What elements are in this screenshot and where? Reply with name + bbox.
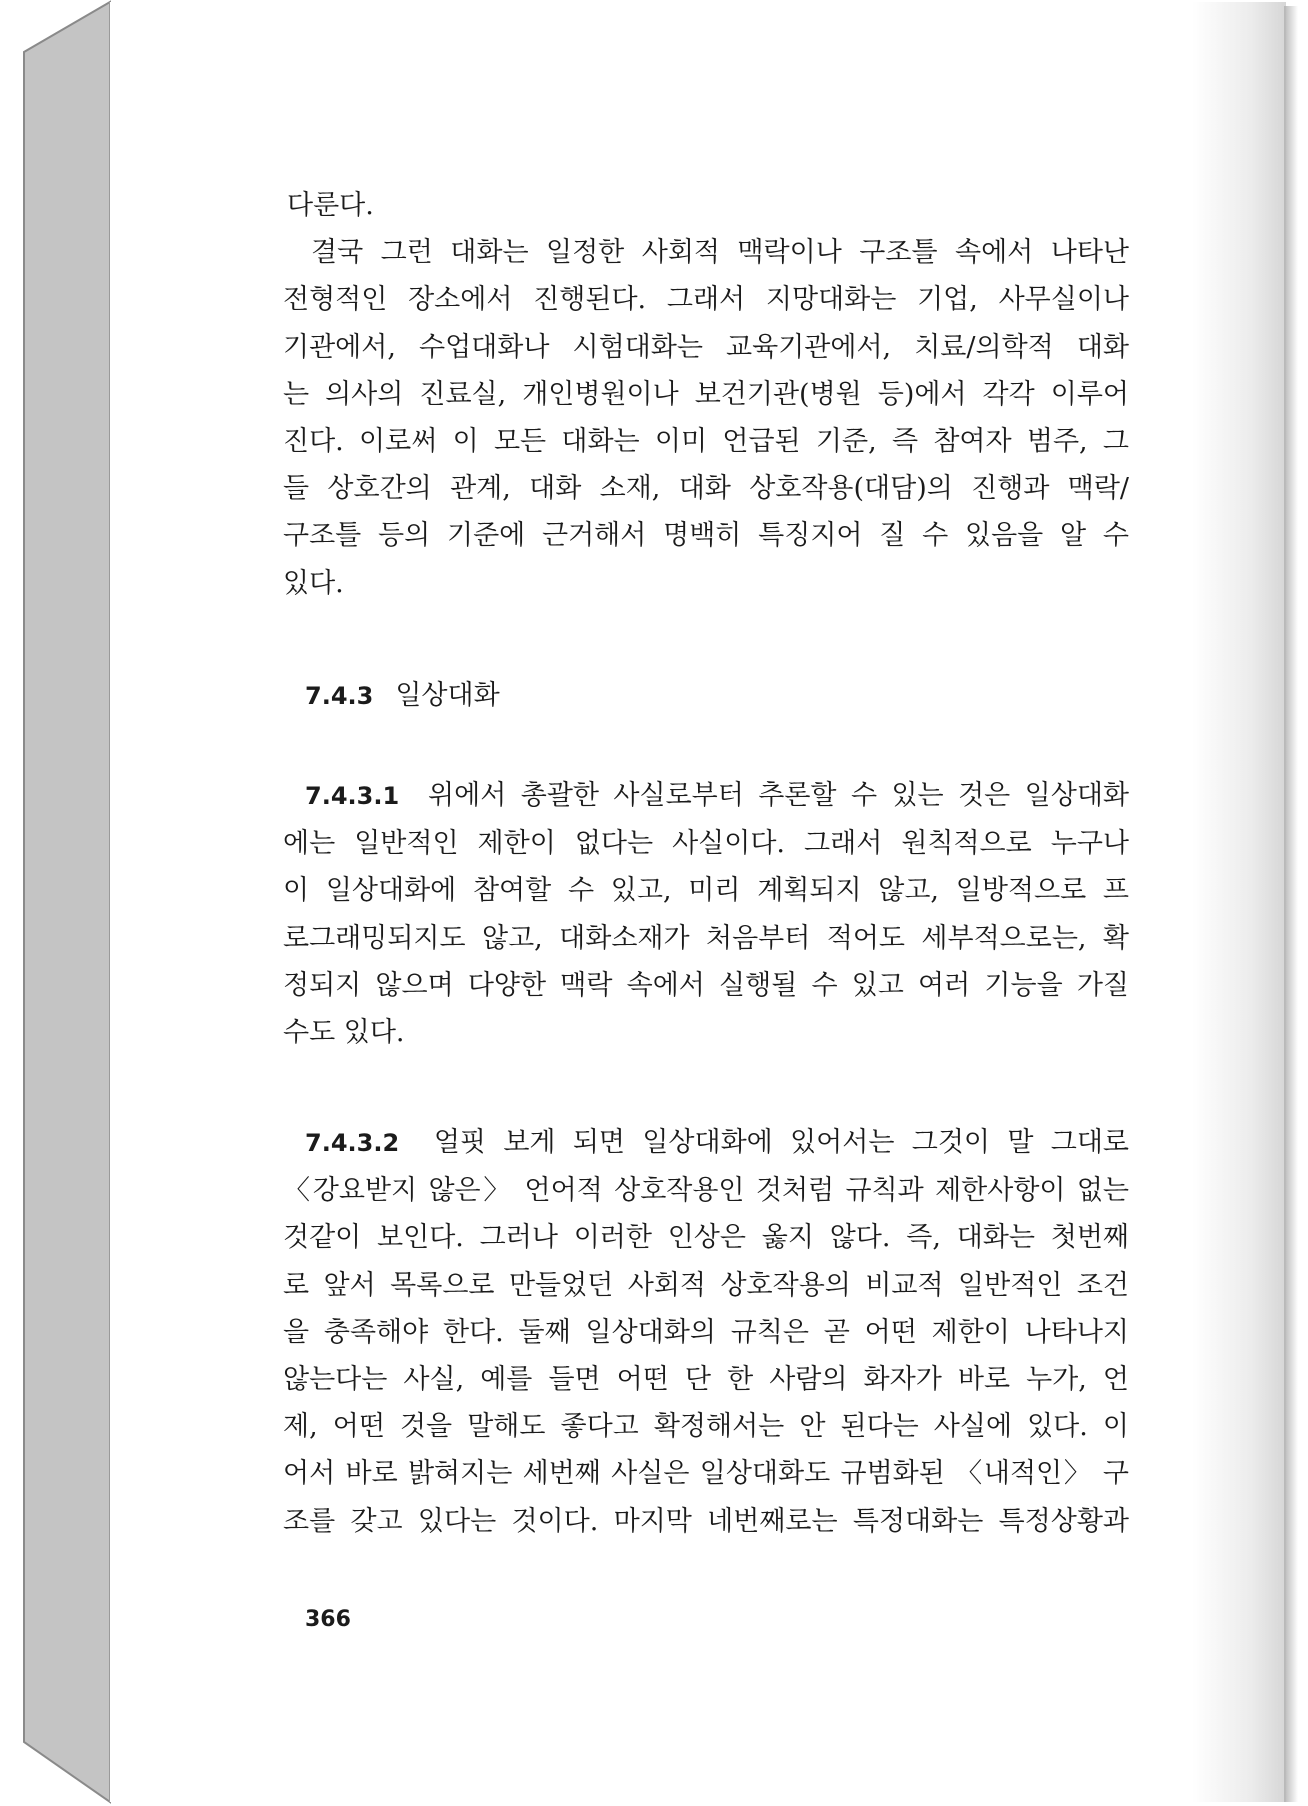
- text-line: 진다. 이로써 이 모든 대화는 이미 언급된 기준, 즉 참여자 범주, 그: [283, 426, 1129, 458]
- paragraph-first-line: 얼핏 보게 되면 일상대화에 있어서는 그것이 말 그대로: [433, 1127, 1129, 1158]
- section-heading: [305, 672, 500, 720]
- text-line: 있다.: [283, 567, 344, 599]
- text-line: 구조틀 등의 기준에 근거해서 명백히 특징지어 질 수 있음을 알 수: [283, 520, 1129, 552]
- text-line: 이 일상대화에 참여할 수 있고, 미리 계획되지 않고, 일방적으로 프: [283, 875, 1129, 907]
- paragraph-7-4-3-2: [283, 1119, 1129, 1545]
- paragraph-7-4-3-1: [283, 772, 1129, 1056]
- text-line: [283, 1119, 1129, 1167]
- text-line: 기관에서, 수업대화나 시험대화는 교육기관에서, 치료/의학적 대화: [283, 331, 1129, 363]
- text-line: [283, 772, 1129, 820]
- page-number: 366: [305, 1607, 351, 1632]
- paragraph-number: 7.4.3.1: [305, 782, 400, 810]
- intro-text-block: [283, 182, 1129, 607]
- section-title: 일상대화: [395, 680, 500, 711]
- text-line: 어서 바로 밝혀지는 세번째 사실은 일상대화도 규범화된 〈내적인〉 구: [283, 1458, 1129, 1490]
- text-line: 전형적인 장소에서 진행된다. 그래서 지망대화는 기업, 사무실이나: [283, 284, 1129, 316]
- text-line: 결국 그런 대화는 일정한 사회적 맥락이나 구조틀 속에서 나타난: [311, 237, 1129, 269]
- text-line: 에는 일반적인 제한이 없다는 사실이다. 그래서 원칙적으로 누구나: [283, 828, 1129, 860]
- text-line: 들 상호간의 관계, 대화 소재, 대화 상호작용(대담)의 진행과 맥락/: [283, 473, 1129, 505]
- text-line: 로 앞서 목록으로 만들었던 사회적 상호작용의 비교적 일반적인 조건: [283, 1269, 1129, 1301]
- text-line: 〈강요받지 않은〉 언어적 상호작용인 것처럼 규칙과 제한사항이 없는: [283, 1175, 1129, 1207]
- page-edge-shadow: [1284, 6, 1298, 1802]
- text-line: 제, 어떤 것을 말해도 좋다고 확정해서는 안 된다는 사실에 있다. 이: [283, 1411, 1129, 1443]
- text-line: 않는다는 사실, 예를 들면 어떤 단 한 사람의 화자가 바로 누가, 언: [283, 1364, 1129, 1396]
- text-line: 수도 있다.: [283, 1017, 405, 1049]
- paragraph-number: 7.4.3.2: [305, 1129, 400, 1157]
- section-number: 7.4.3: [305, 682, 374, 710]
- text-line: 조를 갖고 있다는 것이다. 마지막 네번째로는 특정대화는 특정상황과: [283, 1505, 1129, 1537]
- text-line: 을 충족해야 한다. 둘째 일상대화의 규칙은 곧 어떤 제한이 나타나지: [283, 1316, 1129, 1348]
- text-line: 는 의사의 진료실, 개인병원이나 보건기관(병원 등)에서 각각 이루어: [283, 378, 1129, 410]
- text-line: 로그래밍되지도 않고, 대화소재가 처음부터 적어도 세부적으로는, 확: [283, 922, 1129, 954]
- text-line: 정되지 않으며 다양한 맥락 속에서 실행될 수 있고 여러 기능을 가질: [283, 969, 1129, 1001]
- text-line: 다룬다.: [287, 190, 374, 221]
- text-line: 것같이 보인다. 그러나 이러한 인상은 옳지 않다. 즉, 대화는 첫번째: [283, 1222, 1129, 1254]
- paragraph-first-line: 위에서 총괄한 사실로부터 추론할 수 있는 것은 일상대화: [428, 780, 1130, 811]
